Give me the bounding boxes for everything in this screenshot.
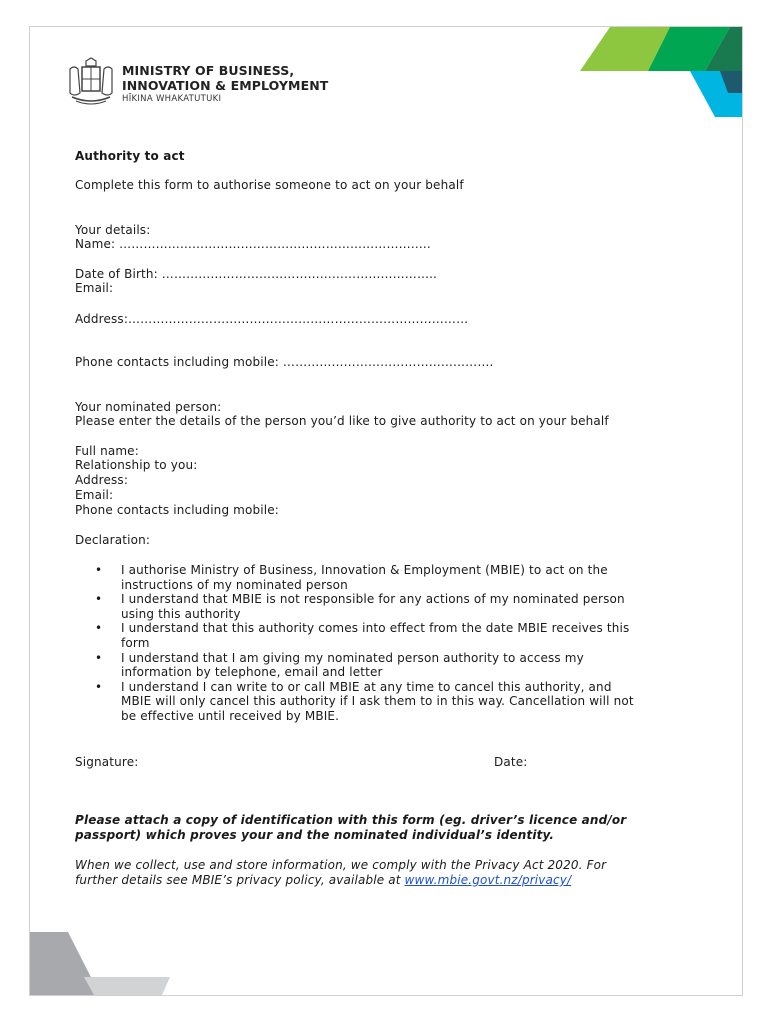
declaration-heading: Declaration:	[75, 533, 151, 547]
header-decoration	[570, 27, 742, 117]
declaration-item-line: I understand that MBIE is not responsible for any actions of my nominated person	[121, 592, 625, 607]
form-intro: Complete this form to authorise someone to act on your behalf	[75, 178, 464, 192]
declaration-item-line: information by telephone, email and letter	[121, 665, 383, 680]
bullet-icon: •	[95, 621, 103, 636]
declaration-item-line: I understand I can write to or call MBIE at any time to cancel this authority, and	[121, 679, 612, 694]
signature-field[interactable]: Signature:	[75, 755, 139, 769]
privacy-policy-link[interactable]: www.mbie.govt.nz/privacy/	[404, 873, 572, 887]
email-field[interactable]: Email:	[75, 281, 114, 295]
nominated-address-field[interactable]: Address:	[75, 473, 129, 487]
nominated-full-name-field[interactable]: Full name:	[75, 444, 139, 458]
declaration-item-line: instructions of my nominated person	[121, 577, 348, 592]
footer-decoration	[30, 932, 180, 995]
declaration-item	[92, 651, 692, 680]
attach-note-line: passport) which proves your and the nominated individual’s identity.	[75, 828, 555, 842]
declaration-item	[92, 680, 692, 724]
document-page	[29, 26, 743, 996]
bullet-icon: •	[95, 563, 103, 577]
declaration-item-line: MBIE will only cancel this authority if I ask them to in this way. Cancellation will not	[121, 694, 634, 709]
mbie-logo	[64, 57, 329, 107]
logo-line-ministry: MINISTRY OF BUSINESS,	[122, 63, 295, 78]
dob-field[interactable]: Date of Birth: …………………………………………………………..	[75, 267, 438, 281]
privacy-note-line	[75, 873, 571, 888]
logo-line-hikina: HĪKINA WHAKATUTUKI	[122, 94, 222, 104]
name-field[interactable]: Name: …………………………………………………………………..	[75, 237, 431, 251]
bullet-icon: •	[95, 592, 103, 607]
declaration-item-line: I understand that this authority comes into effect from the date MBIE receives this	[121, 621, 630, 636]
form-title: Authority to act	[75, 149, 185, 163]
privacy-note-text: further details see MBIE’s privacy policy, available at	[75, 873, 405, 887]
declaration-item-line: form	[121, 635, 150, 650]
declaration-item-line: be effective until received by MBIE.	[121, 708, 340, 723]
address-field[interactable]: Address:…………………………………………………………………………	[75, 312, 469, 326]
declaration-item-line: I understand that I am giving my nominated person authority to access my	[121, 650, 584, 665]
declaration-item	[92, 563, 692, 592]
declaration-list	[92, 563, 692, 724]
phone-field[interactable]: Phone contacts including mobile: …………………………………………….	[75, 355, 494, 369]
declaration-item-line: I authorise Ministry of Business, Innovation & Employment (MBIE) to act on the	[121, 563, 608, 577]
bullet-icon: •	[95, 679, 103, 694]
nominated-email-field[interactable]: Email:	[75, 488, 114, 502]
attach-note-line: Please attach a copy of identification with this form (eg. driver’s licence and/or	[75, 813, 627, 827]
nz-coat-of-arms-icon	[64, 57, 118, 107]
declaration-item	[92, 621, 692, 650]
bullet-icon: •	[95, 650, 103, 665]
nominated-heading: Your nominated person:	[75, 400, 222, 414]
nominated-phone-field[interactable]: Phone contacts including mobile:	[75, 503, 279, 517]
grey-light-shape	[84, 977, 170, 995]
your-details-heading: Your details:	[75, 223, 151, 237]
date-field[interactable]: Date:	[494, 755, 528, 769]
logo-line-innovation: INNOVATION & EMPLOYMENT	[122, 78, 329, 93]
privacy-note-line: When we collect, use and store information, we comply with the Privacy Act 2020. For	[75, 858, 607, 872]
declaration-item-line: using this authority	[121, 606, 241, 621]
declaration-item	[92, 592, 692, 621]
nominated-relationship-field[interactable]: Relationship to you:	[75, 458, 198, 472]
nominated-instruction: Please enter the details of the person you’d like to give authority to act on your behalf	[75, 414, 609, 428]
